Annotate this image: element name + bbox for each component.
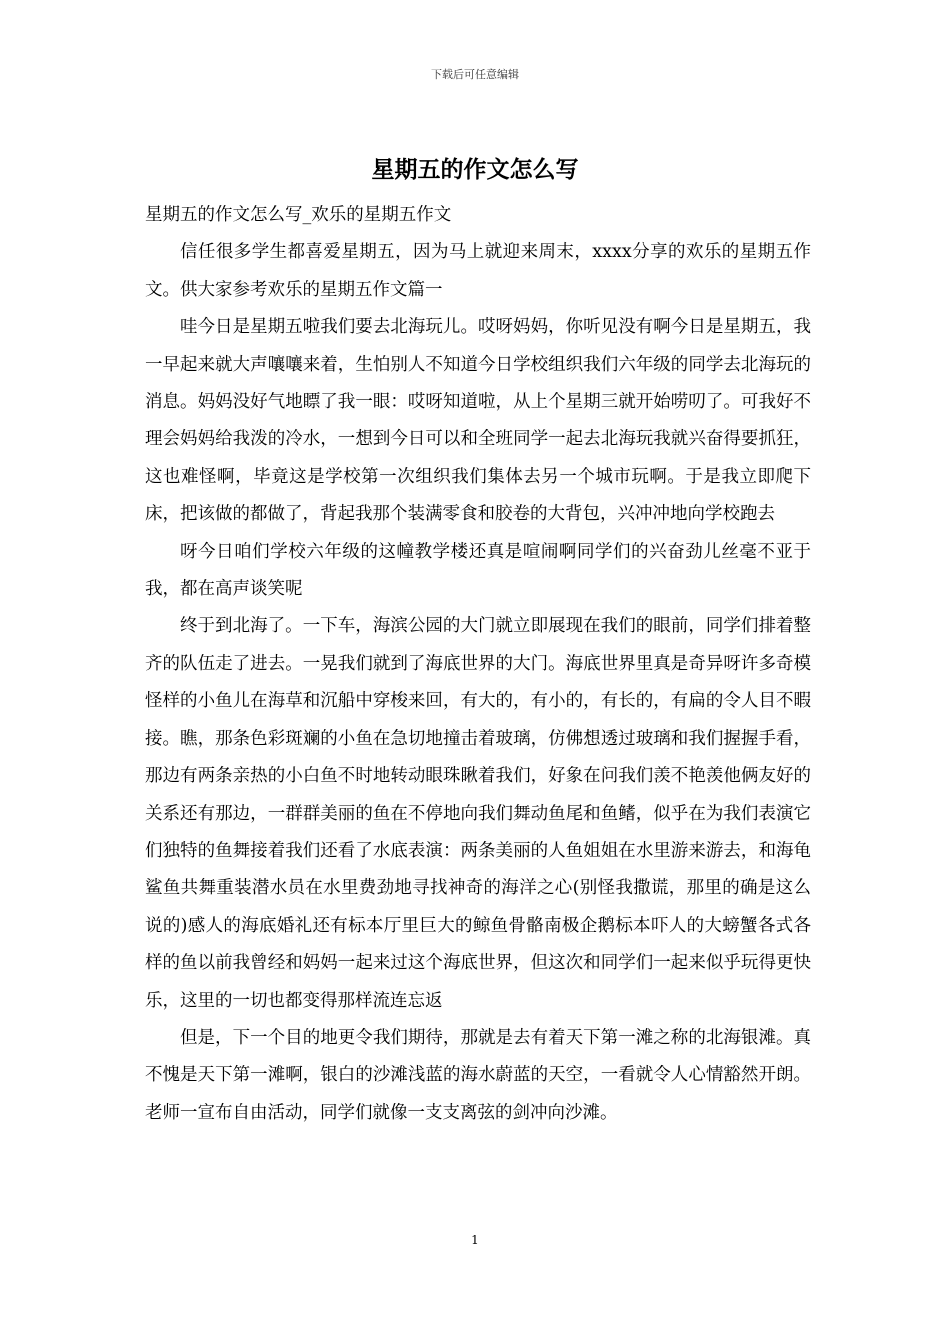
paragraph-friday-morning: 哇今日是星期五啦我们要去北海玩儿。哎呀妈妈，你听见没有啊今日是星期五，我一早起来就大声嚷嚷来着，生怕别人不知道今日学校组织我们六年级的同学去北海玩的消息。妈妈没好气地瞟了我一眼：哎呀知道啦，从上个星期三就开始唠叨了。可我好不理会妈妈给我泼的冷水，一想到今日可以和全班同学一起去北海玩我就兴奋得要抓狂，这也难怪啊，毕竟这是学校第一次组织我们集体去另一个城市玩啊。于是我立即爬下床，把该做的都做了，背起我那个装满零食和胶卷的大背包，兴冲冲地向学校跑去 bbox=[145, 317, 811, 525]
document-body bbox=[145, 197, 811, 1132]
document-title: 星期五的作文怎么写 bbox=[371, 156, 579, 183]
paragraph-intro: 信任很多学生都喜爱星期五，因为马上就迎来周末，xxxx分享的欢乐的星期五作文。供大家参考欢乐的星期五作文篇一 bbox=[145, 242, 811, 300]
paragraph-school-building: 呀今日咱们学校六年级的这幢教学楼还真是喧闹啊同学们的兴奋劲儿丝毫不亚于我，都在高声谈笑呢 bbox=[145, 541, 811, 600]
document-subtitle: 星期五的作文怎么写_欢乐的星期五作文 bbox=[145, 205, 452, 225]
paragraph-silver-beach: 但是，下一个目的地更令我们期待，那就是去有着天下第一滩之称的北海银滩。真不愧是天下第一滩啊，银白的沙滩浅蓝的海水蔚蓝的天空，一看就令人心情豁然开朗。老师一宣布自由活动，同学们就像一支支离弦的剑冲向沙滩。 bbox=[145, 1027, 811, 1123]
header-note: 下载后可任意编辑 bbox=[431, 68, 519, 81]
page-number: 1 bbox=[471, 1233, 479, 1247]
paragraph-ocean-world: 终于到北海了。一下车，海滨公园的大门就立即展现在我们的眼前，同学们排着整齐的队伍走了进去。一晃我们就到了海底世界的大门。海底世界里真是奇异呀许多奇模怪样的小鱼儿在海草和沉船中穿梭来回，有大的，有小的，有长的，有扁的令人目不暇接。瞧，那条色彩斑斓的小鱼在急切地撞击着玻璃，仿佛想透过玻璃和我们握握手看，那边有两条亲热的小白鱼不时地转动眼珠瞅着我们，好象在问我们羡不艳羡他俩友好的关系还有那边，一群群美丽的鱼在不停地向我们舞动鱼尾和鱼鳍，似乎在为我们表演它们独特的鱼舞接着我们还看了水底表演：两条美丽的人鱼姐姐在水里游来游去，和海龟鲨鱼共舞重装潜水员在水里费劲地寻找神奇的海洋之心(别怪我撒谎，那里的确是这么说的)感人的海底婚礼还有标本厅里巨大的鲸鱼骨骼南极企鹅标本吓人的大螃蟹各式各样的鱼以前我曾经和妈妈一起来过这个海底世界，但这次和同学们一起来似乎玩得更快乐，这里的一切也都变得那样流连忘返 bbox=[145, 616, 811, 1011]
